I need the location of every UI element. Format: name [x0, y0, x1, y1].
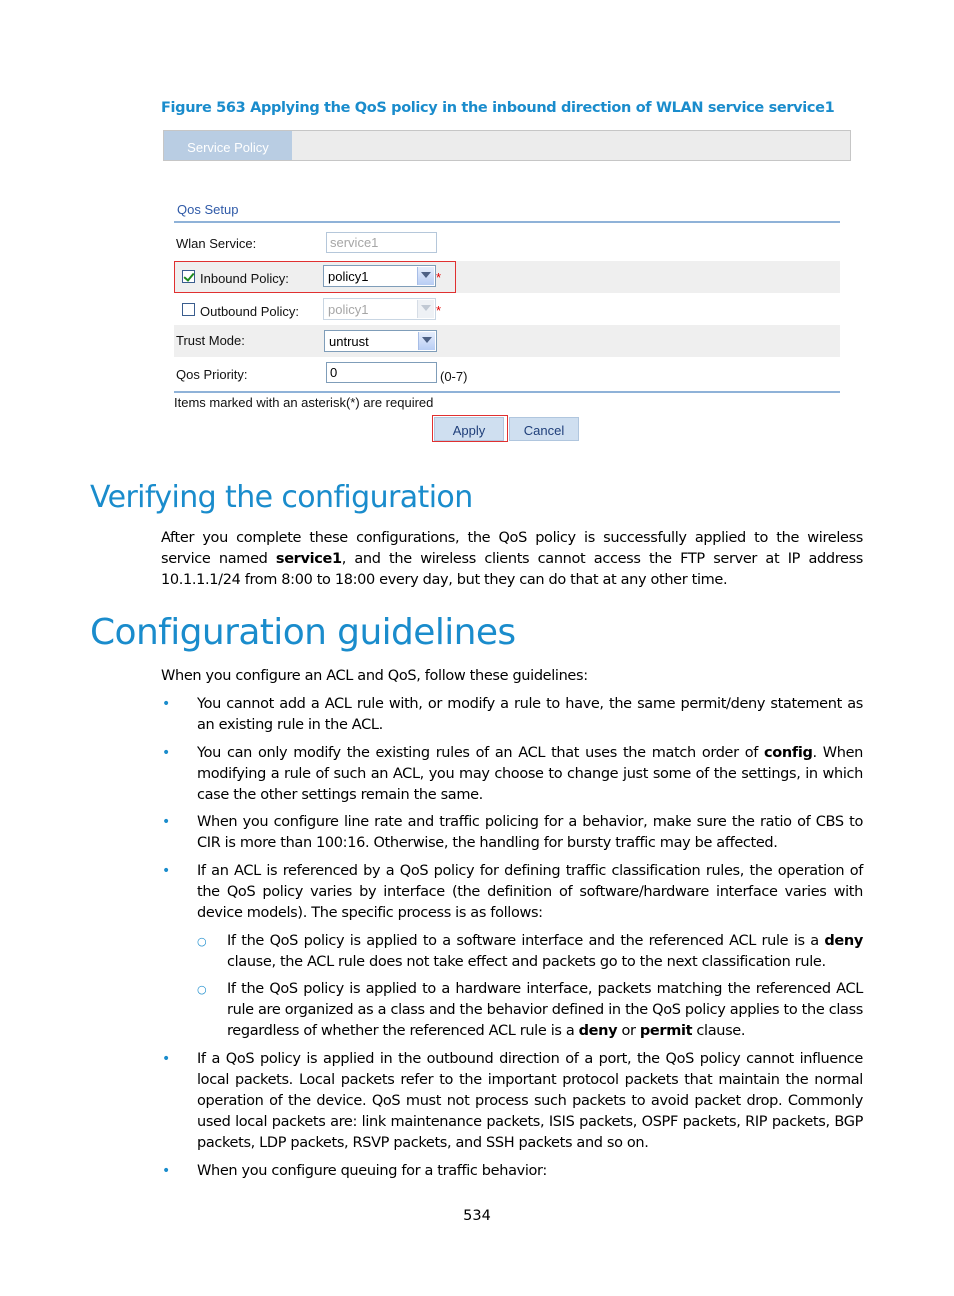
cancel-button[interactable]: Cancel [509, 417, 579, 441]
bullet-text: You can only modify the existing rules of an ACL that uses the match order of [197, 745, 765, 761]
sub-bullet-text: If the QoS policy is applied to a hardware interface, packets matching the referenced ACL rule are organized as a class and the behavior defined in the QoS policy applies to the class regardless of whether the referenced ACL rule is a [227, 981, 863, 1039]
sub-bullet-bold: permit [639, 1023, 693, 1039]
outbound-policy-label: Outbound Policy: [200, 304, 300, 319]
guideline-bullet-6: • When you configure queuing for a traffic behavior: [197, 1161, 863, 1182]
required-note: Items marked with an asterisk(*) are required [174, 395, 434, 410]
apply-button[interactable]: Apply [434, 417, 504, 441]
guidelines-intro: When you configure an ACL and QoS, follow these guidelines: [161, 668, 588, 684]
outbound-policy-select [323, 298, 436, 320]
qos-priority-input[interactable] [326, 362, 437, 383]
section-top-rule [174, 221, 840, 223]
required-asterisk: * [436, 303, 442, 318]
qos-priority-range: (0-7) [440, 369, 468, 384]
wlan-service-label: Wlan Service: [176, 236, 257, 251]
sub-bullet-text: If the QoS policy is applied to a software interface and the referenced ACL rule is a [227, 933, 825, 949]
heading-verifying: Verifying the configuration [90, 480, 473, 515]
verify-paragraph [161, 528, 863, 591]
wlan-service-row [174, 228, 840, 260]
outbound-policy-row [174, 294, 840, 326]
chevron-down-icon [417, 300, 434, 318]
sub-bullet-text: clause. [692, 1023, 746, 1039]
trust-mode-label: Trust Mode: [176, 333, 245, 348]
wlan-service-input [326, 232, 437, 253]
sub-bullet-text: or [617, 1023, 640, 1039]
bullet-text: . When modifying a rule of such an ACL, you may choose to change just some of the settings, in which case the other settings remain the same. [197, 745, 863, 803]
figure-caption: Figure 563 Applying the QoS policy in the inbound direction of WLAN service service1 [161, 100, 835, 116]
section-bottom-rule [174, 391, 840, 393]
required-asterisk: * [436, 270, 442, 285]
sub-bullet-bold: deny [578, 1023, 618, 1039]
chevron-down-icon[interactable] [418, 332, 435, 350]
qos-priority-row [174, 358, 840, 390]
guideline-bullet-5: • If a QoS policy is applied in the outbound direction of a port, the QoS policy cannot influence local packets. Local packets refer to the important protocol packets that maintain the normal operation of the device. QoS must not process such packets to avoid packet drop. Commonly used local packets are: link maintenance packets, ISIS packets, OSPF packets, RIP packets, BGP packets, LDP packets, RSVP packets, and SSH packets and so on. [197, 1049, 863, 1154]
guideline-sub-bullet-1 [227, 931, 863, 973]
heading-guidelines: Configuration guidelines [90, 612, 516, 653]
page-number: 534 [463, 1208, 491, 1224]
verify-text: After you complete these configurations, the QoS policy is successfully applied to the wireless service named [161, 530, 863, 567]
sub-bullet-bold: deny [824, 933, 863, 949]
guideline-bullet-1: • You cannot add a ACL rule with, or modify a rule to have, the same permit/deny statement as an existing rule in the ACL. [197, 694, 863, 736]
qos-priority-label: Qos Priority: [176, 367, 248, 382]
verify-bold-service: service1 [275, 551, 342, 567]
qos-setup-title: Qos Setup [177, 202, 239, 217]
guideline-sub-bullet-2 [227, 979, 863, 1042]
inbound-policy-value: policy1 [328, 269, 369, 284]
guideline-bullet-4: • If an ACL is referenced by a QoS policy for defining traffic classification rules, the operation of the QoS policy varies by interface (the definition of software/hardware interface varies with device models). The specific process is as follows: [197, 861, 863, 924]
outbound-policy-value: policy1 [328, 302, 369, 317]
sub-bullet-text: clause, the ACL rule does not take effect and packets go to the next classification rule. [227, 954, 826, 970]
verify-text-rest: , and the wireless clients cannot access the FTP server at IP address 10.1.1.1/24 from 8:00 to 18:00 every day, but they can do that at any other time. [161, 551, 863, 588]
bullet-bold: config [764, 745, 813, 761]
guideline-bullet-3: • When you configure line rate and traffic policing for a behavior, make sure the ratio of CBS to CIR is more than 100:16. Otherwise, the handling for bursty traffic may be affected. [197, 812, 863, 854]
inbound-policy-label: Inbound Policy: [200, 271, 289, 286]
guideline-bullet-2 [197, 743, 863, 806]
tab-bar [163, 130, 851, 161]
trust-mode-row [174, 325, 840, 357]
trust-mode-value: untrust [329, 334, 369, 349]
trust-mode-select[interactable] [324, 330, 437, 352]
inbound-policy-highlight [174, 261, 456, 293]
apply-button-highlight [432, 415, 508, 442]
tab-service-policy[interactable]: Service Policy [164, 131, 292, 160]
outbound-policy-checkbox[interactable] [182, 303, 195, 316]
